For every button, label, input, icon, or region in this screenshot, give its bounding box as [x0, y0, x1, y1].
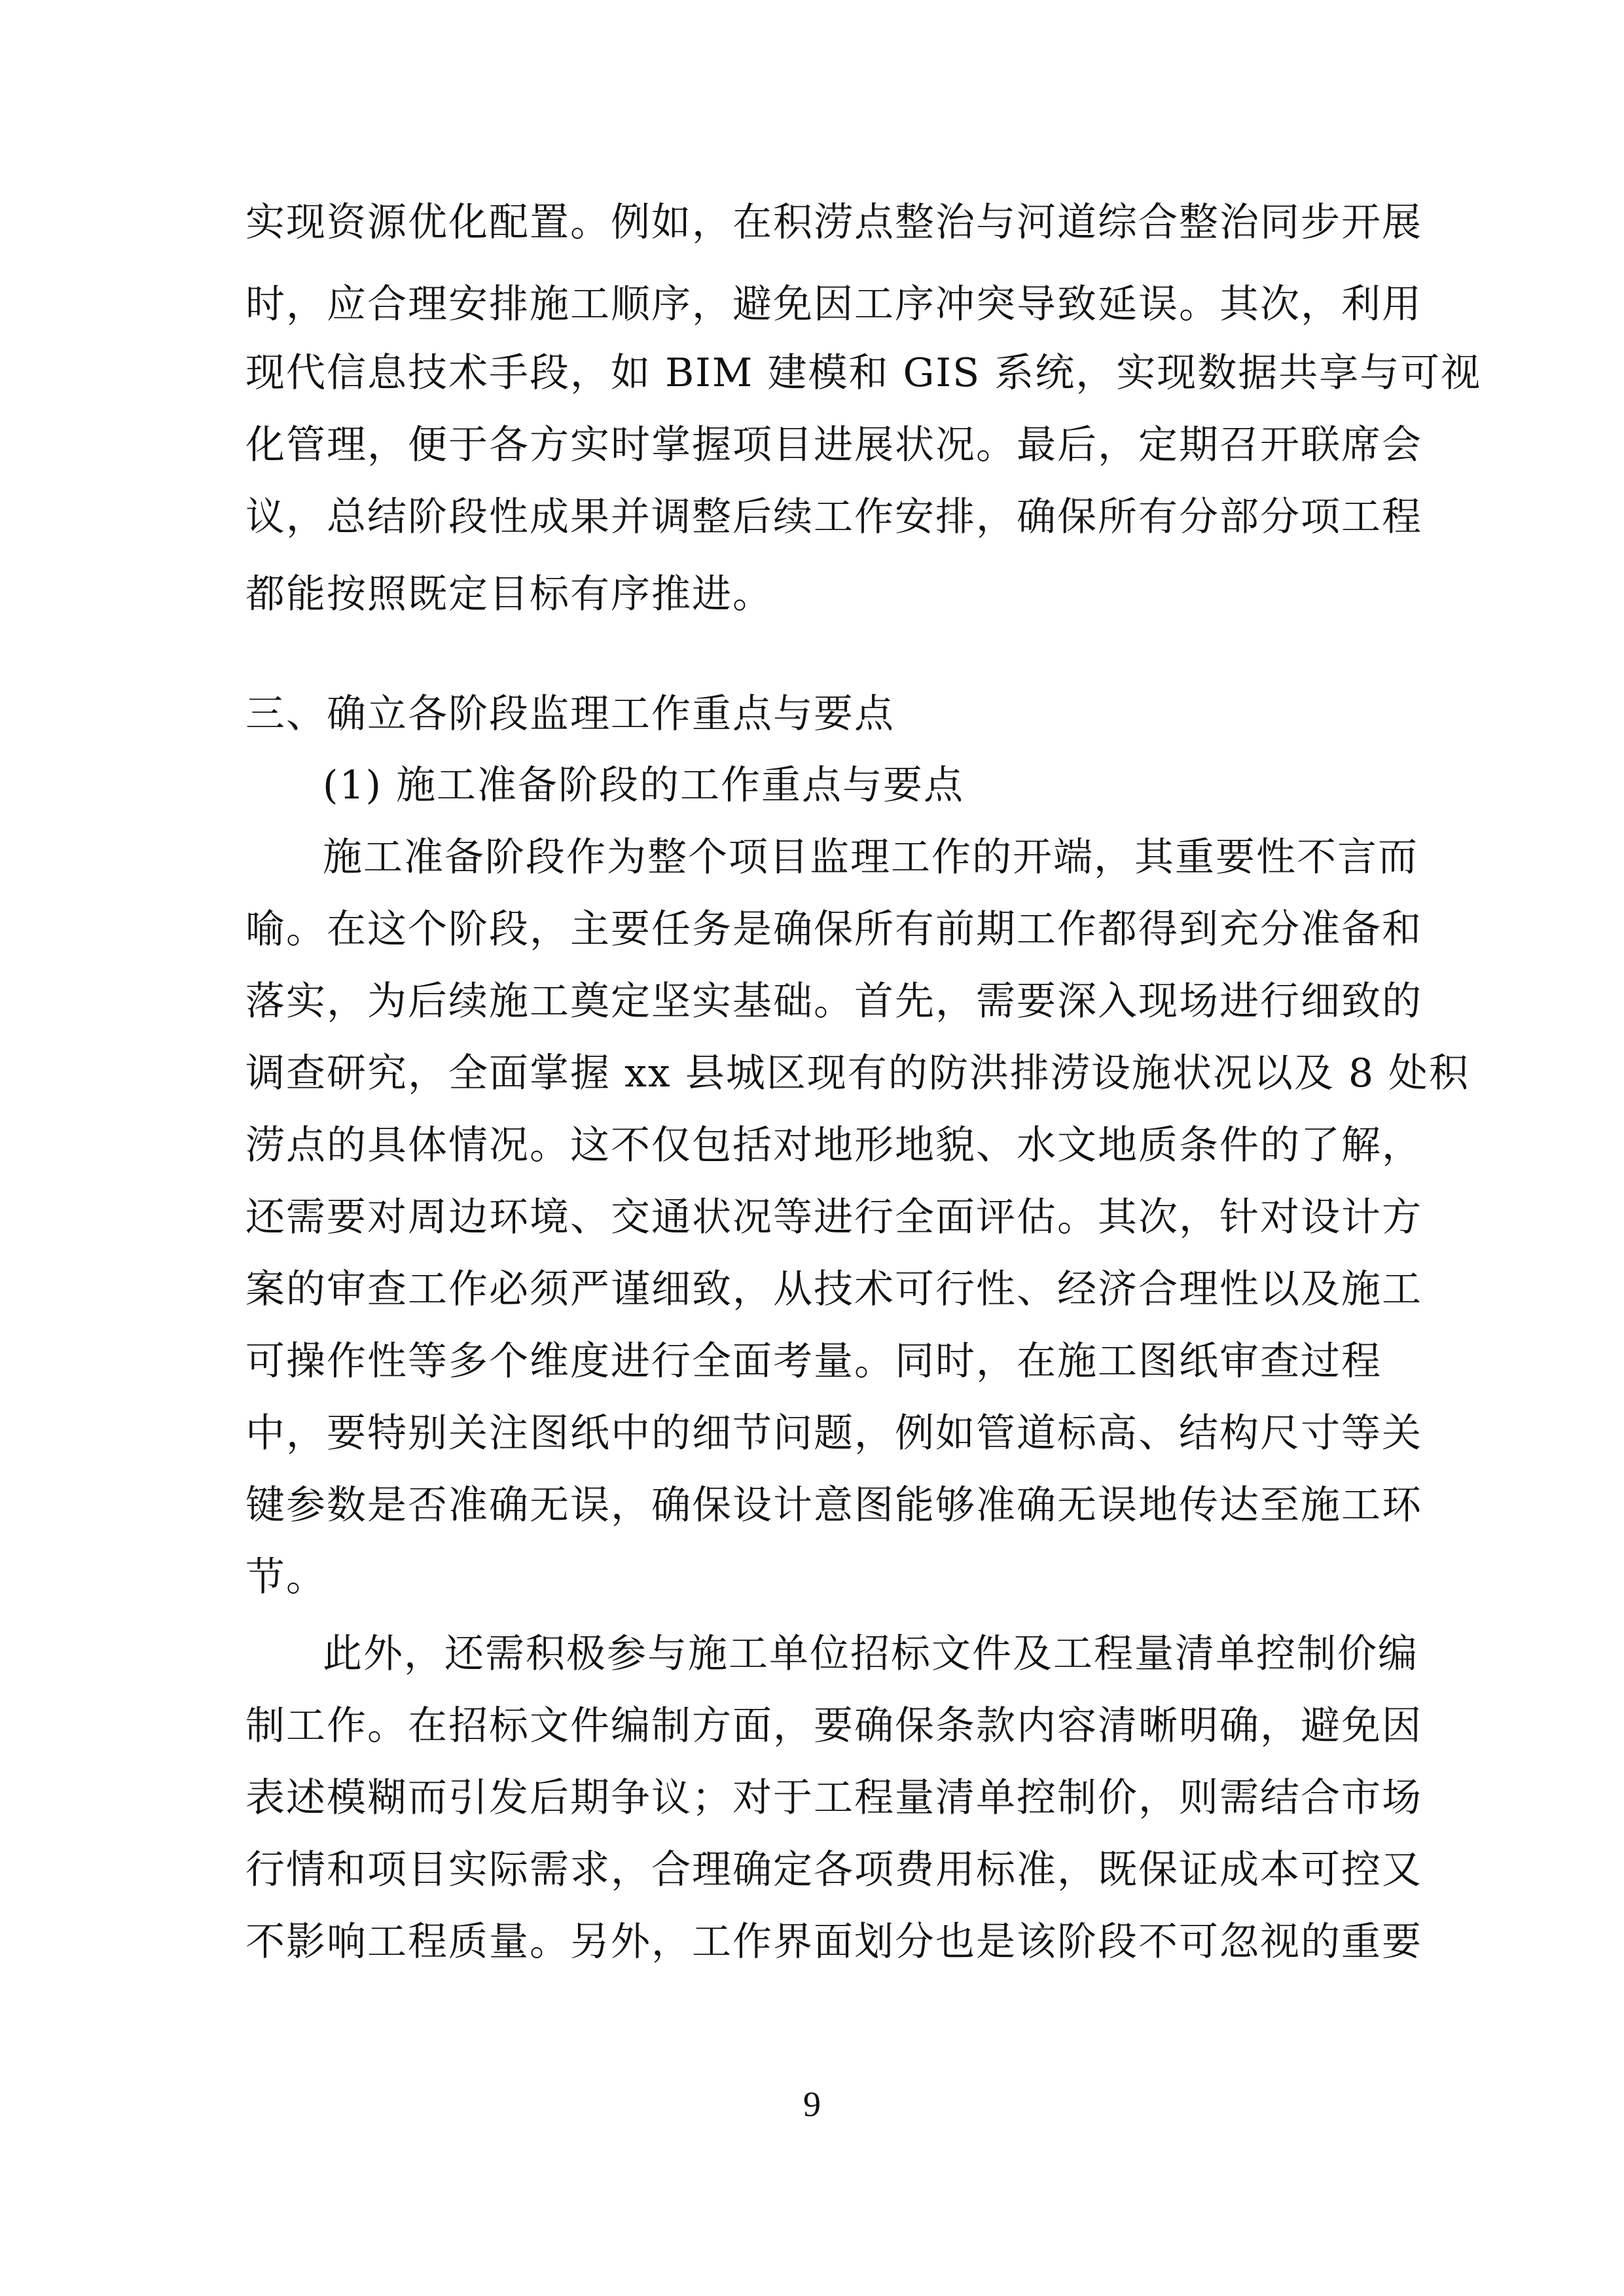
paragraph-line: 不影响工程质量。另外，工作界面划分也是该阶段不可忽视的重要: [245, 1919, 1422, 1965]
paragraph-line: 键参数是否准确无误，确保设计意图能够准确无误地传达至施工环: [245, 1482, 1422, 1528]
section-heading: 三、确立各阶段监理工作重点与要点: [245, 691, 895, 737]
paragraph-line: 化管理，便于各方实时掌握项目进展状况。最后，定期召开联席会: [245, 422, 1422, 468]
paragraph-line: 涝点的具体情况。这不仅包括对地形地貌、水文地质条件的了解，: [245, 1122, 1422, 1168]
paragraph-line: 喻。在这个阶段，主要任务是确保所有前期工作都得到充分准备和: [245, 906, 1422, 952]
paragraph-line: 可操作性等多个维度进行全面考量。同时，在施工图纸审查过程: [245, 1338, 1382, 1384]
page-number: 9: [803, 2085, 821, 2124]
paragraph-line: 调查研究，全面掌握 xx 县城区现有的防洪排涝设施状况以及 8 处积: [245, 1050, 1470, 1096]
paragraph-line: 节。: [245, 1554, 327, 1600]
paragraph-line: 施工准备阶段作为整个项目监理工作的开端，其重要性不言而: [323, 834, 1418, 880]
paragraph-line: 此外，还需积极参与施工单位招标文件及工程量清单控制价编: [323, 1631, 1418, 1677]
paragraph-line: 现代信息技术手段，如 BIM 建模和 GIS 系统，实现数据共享与可视: [245, 350, 1482, 396]
paragraph-line: 实现资源优化配置。例如，在积涝点整治与河道综合整治同步开展: [245, 200, 1422, 245]
paragraph-line: 表述模糊而引发后期争议；对于工程量清单控制价，则需结合市场: [245, 1775, 1422, 1821]
paragraph-line: 中，要特别关注图纸中的细节问题，例如管道标高、结构尺寸等关: [245, 1410, 1422, 1456]
paragraph-line: 制工作。在招标文件编制方面，要确保条款内容清晰明确，避免因: [245, 1703, 1422, 1749]
paragraph-line: 都能按照既定目标有序推进。: [245, 571, 773, 617]
paragraph-line: 时，应合理安排施工顺序，避免因工序冲突导致延误。其次，利用: [245, 281, 1422, 327]
paragraph-line: 议，总结阶段性成果并调整后续工作安排，确保所有分部分项工程: [245, 494, 1422, 540]
paragraph-line: 落实，为后续施工奠定坚实基础。首先，需要深入现场进行细致的: [245, 978, 1422, 1024]
subsection-heading: (1) 施工准备阶段的工作重点与要点: [323, 762, 965, 808]
paragraph-line: 行情和项目实际需求，合理确定各项费用标准，既保证成本可控又: [245, 1847, 1422, 1893]
paragraph-line: 案的审查工作必须严谨细致，从技术可行性、经济合理性以及施工: [245, 1266, 1422, 1312]
paragraph-line: 还需要对周边环境、交通状况等进行全面评估。其次，针对设计方: [245, 1194, 1422, 1240]
